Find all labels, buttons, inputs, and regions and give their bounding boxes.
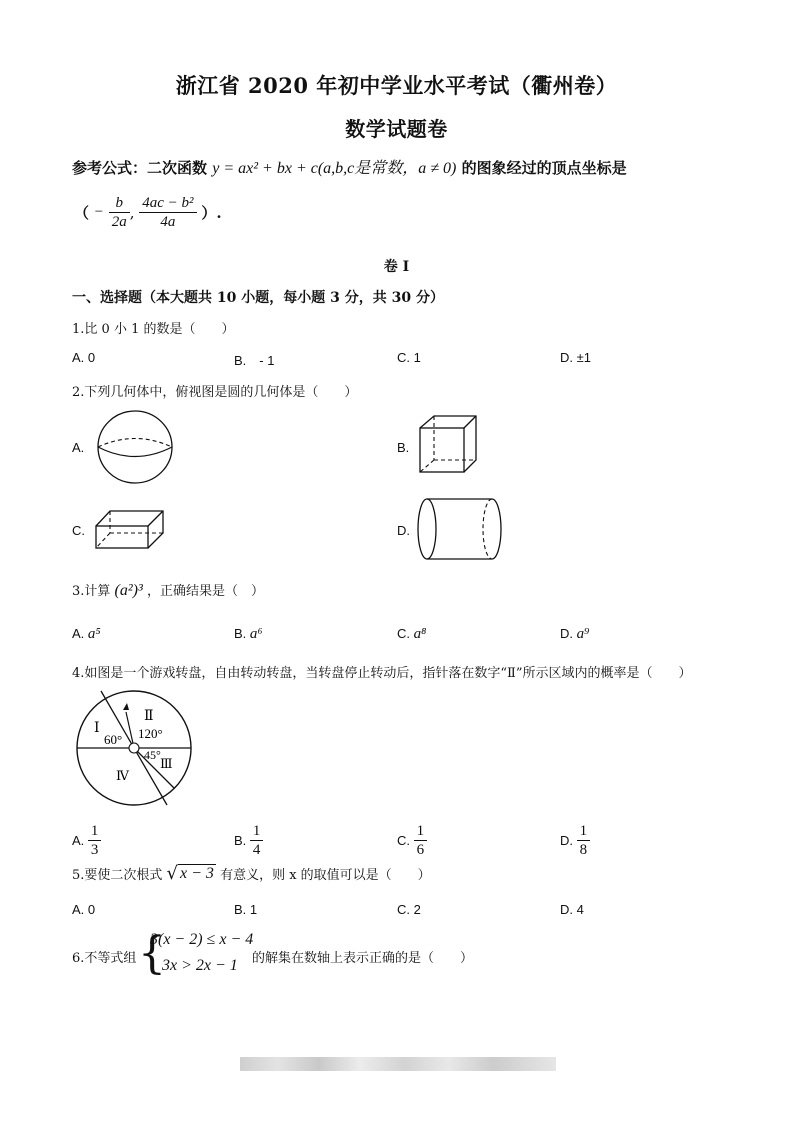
formula-expr: y = ax² + bx + c(a,b,c是常数，a ≠ 0): [212, 160, 457, 177]
q3-option-d: D. a⁹: [560, 626, 590, 642]
question-3-stem: [72, 580, 264, 600]
question-1-stem: 1.比 0 小 1 的数是（ ）: [72, 322, 235, 337]
q4-option-b-fraction: $\frac{1}{4}$: [250, 822, 264, 859]
q1-option-b: B. - 1: [234, 353, 275, 368]
radical-icon: √: [166, 863, 179, 884]
q3-expression: (a²)³: [114, 582, 143, 599]
q1-option-a: A. 0: [72, 350, 96, 365]
spinner-label-4: Ⅳ: [116, 768, 129, 783]
cube-icon: [418, 414, 480, 476]
q2-option-d: D.: [397, 523, 410, 538]
q1-option-c: C. 1: [397, 350, 421, 365]
q3-option-c: C. a⁸: [397, 626, 427, 642]
q6-inequality-2: 3x > 2x − 1: [162, 957, 238, 974]
question-6-stem-post: 的解集在数轴上表示正确的是（ ）: [252, 951, 474, 966]
q4-option-a: A. $\frac{1}{3}$: [72, 822, 101, 859]
q4-option-c-fraction: $\frac{1}{6}$: [414, 822, 428, 859]
vertex-y-den: 4a: [160, 214, 176, 230]
page-subtitle: 数学试题卷: [345, 117, 448, 141]
cuboid-icon: [94, 508, 166, 550]
q4-option-c: C. $\frac{1}{6}$: [397, 822, 427, 859]
footer-watermark: [240, 1057, 556, 1071]
q5-option-d: D. 4: [560, 902, 584, 917]
vertex-x-fraction: [109, 194, 130, 231]
vertex-open: （: [74, 204, 90, 222]
angle-120: 120°: [138, 726, 163, 741]
q3-option-c-value: a⁸: [413, 626, 427, 642]
q5-option-b: B. 1: [234, 902, 258, 917]
q4-option-a-fraction: $\frac{1}{3}$: [88, 822, 102, 859]
q5-stem-pre: 5.要使二次根式: [72, 868, 163, 883]
spinner-diagram: [74, 688, 196, 810]
vertex-close: ）.: [201, 204, 222, 222]
spinner-label-2: Ⅱ: [144, 709, 154, 724]
q3-option-b: B. a⁶: [234, 626, 263, 642]
q4-option-d-fraction: $\frac{1}{8}$: [577, 822, 591, 859]
q6-inequality-1: 3(x − 2) ≤ x − 4: [150, 931, 254, 948]
question-2-stem: 2.下列几何体中，俯视图是圆的几何体是（ ）: [72, 385, 358, 400]
angle-45: 45°: [144, 748, 161, 762]
q2-option-c: C.: [72, 523, 85, 538]
section-label: 卷 I: [383, 259, 410, 275]
q3-option-d-value: a⁹: [576, 626, 590, 642]
vertex-y-fraction: [139, 194, 196, 231]
angle-60: 60°: [104, 732, 123, 747]
vertex-y-num: 4ac − b²: [139, 194, 196, 213]
sphere-icon: [94, 408, 178, 486]
q4-option-d: D. $\frac{1}{8}$: [560, 822, 590, 859]
q5-option-a: A. 0: [72, 902, 96, 917]
spinner-label-3: Ⅲ: [160, 756, 173, 771]
formula-line: [72, 155, 627, 178]
part1-heading: 一、选择题（本大题共 10 小题，每小题 3 分，共 30 分）: [72, 290, 444, 306]
q3-stem-post: ，正确结果是（ ）: [146, 584, 264, 599]
q3-option-b-value: a⁶: [249, 626, 263, 642]
q5-radicand: x − 3: [180, 865, 214, 882]
formula-tail: 的图象经过的顶点坐标是: [461, 159, 627, 177]
question-6-stem-pre: 6.不等式组: [72, 951, 137, 966]
brace-icon: {: [138, 928, 166, 979]
q3-option-a: A. a⁵: [72, 626, 101, 642]
question-4-stem: 4.如图是一个游戏转盘，自由转动转盘，当转盘停止转动后，指针落在数字“Ⅱ”所示区域内的概率是（ ）: [72, 666, 692, 681]
q1-option-d: D. ±1: [560, 350, 591, 365]
page-title: 浙江省 2020 年初中学业水平考试（衢州卷）: [175, 73, 618, 98]
q2-option-a: A.: [72, 440, 85, 455]
q3-stem-pre: 3.计算: [72, 584, 111, 599]
formula-lead: 参考公式：二次函数: [72, 159, 208, 177]
q4-option-b: B. $\frac{1}{4}$: [234, 822, 263, 859]
q2-option-b: B.: [397, 440, 410, 455]
vertex-x-num: b: [109, 194, 130, 213]
vertex-coordinates: （ − $\frac{b}{2a}$ , $\frac{\text{4ac − b²}}{4a}$ ）.: [74, 195, 222, 230]
q5-option-c: C. 2: [397, 902, 421, 917]
vertex-x-den: 2a: [111, 214, 127, 230]
question-5-stem: [72, 863, 431, 884]
q3-option-a-value: a⁵: [87, 626, 101, 642]
q5-stem-post: 有意义，则 x 的取值可以是（ ）: [220, 868, 431, 883]
cylinder-icon: [416, 496, 504, 562]
spinner-label-1: Ⅰ: [94, 721, 100, 736]
